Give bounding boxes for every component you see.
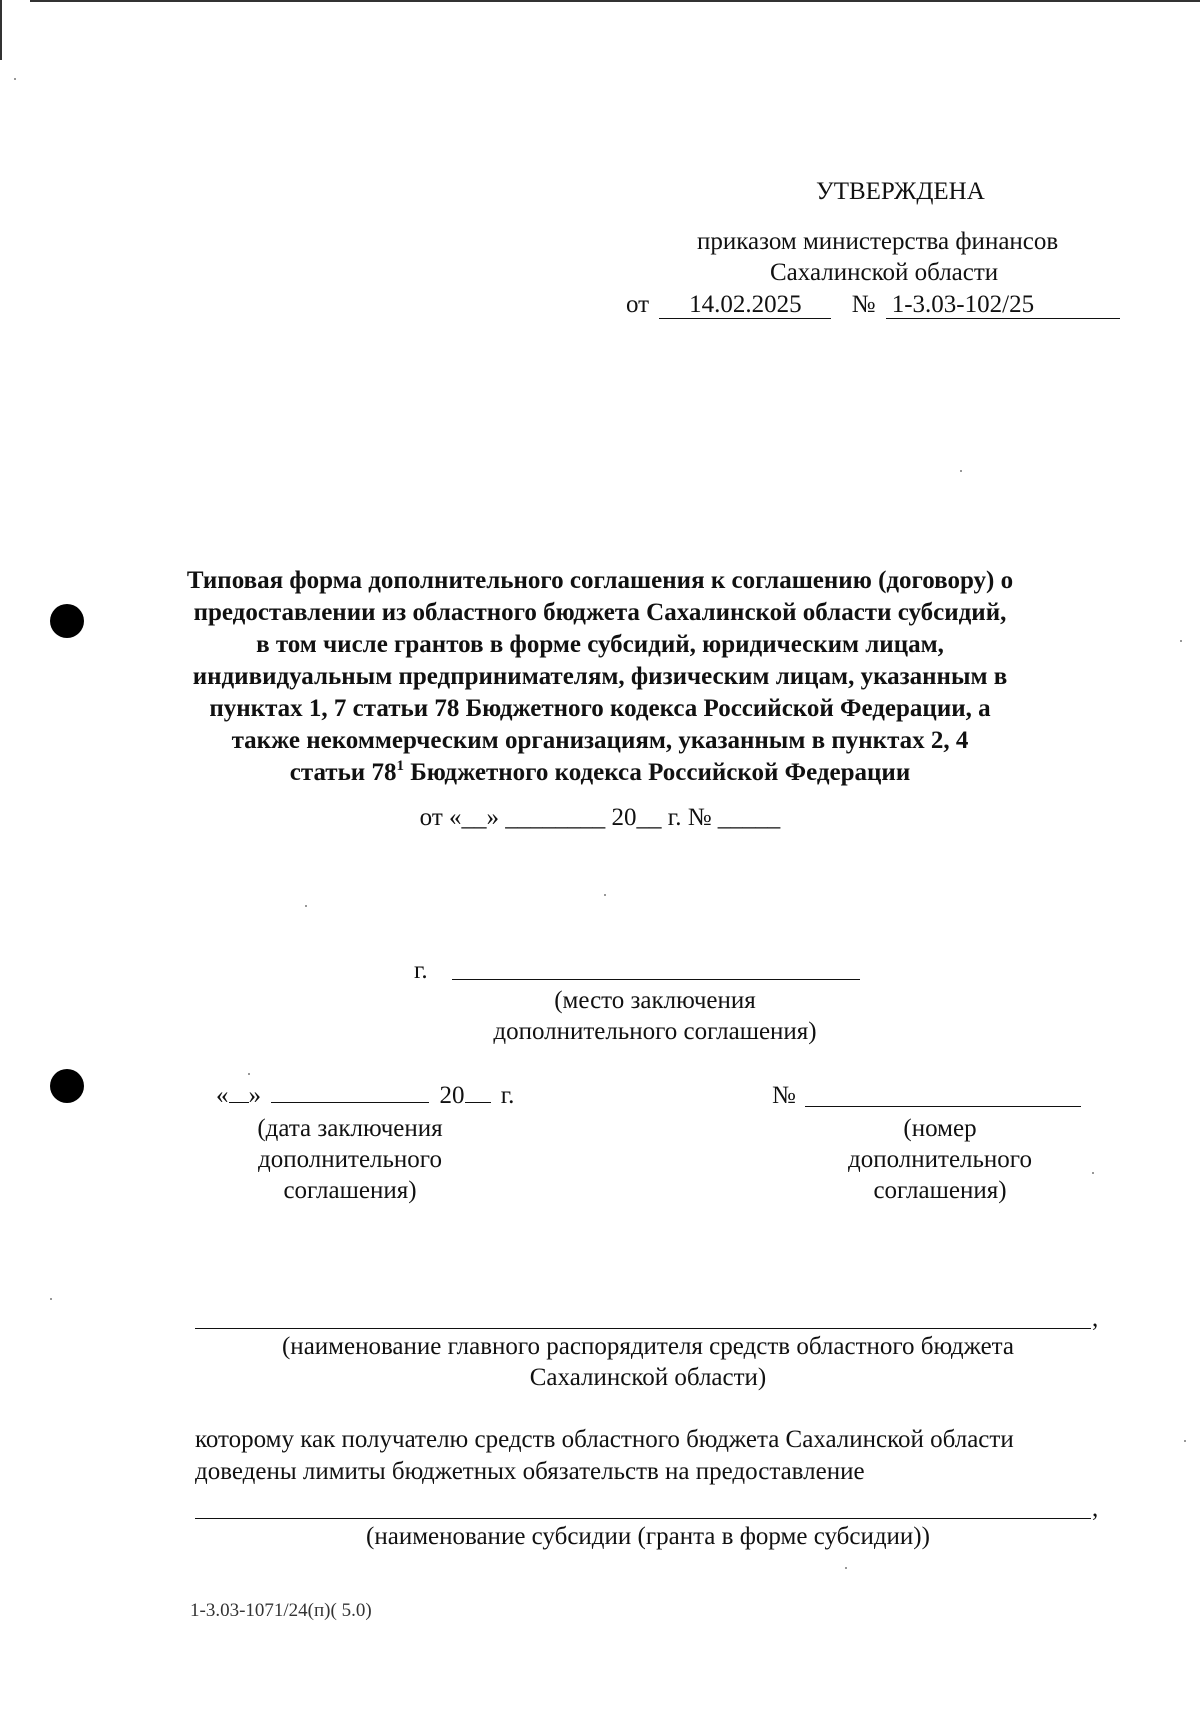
date-day-blank [229,1102,249,1103]
approval-number-label: № [851,291,876,318]
place-city-prefix: г. [414,957,428,984]
punch-hole-icon [50,604,84,638]
approval-from-label: от [626,291,650,318]
scan-speck [960,470,962,472]
scan-speck [1184,1440,1186,1442]
date-open-quote: « [216,1082,229,1109]
date-year-blank [465,1102,491,1103]
title-line-4: индивидуальным предпринимателям, физическим лицам, указанным в [192,663,1008,690]
date-month-blank [271,1102,429,1103]
approval-line-2: Сахалинской области [770,259,999,286]
distributor-caption-2: Сахалинской области) [529,1364,767,1391]
title-line-2: предоставлении из областного бюджета Сахалинской области субсидий, [193,599,1007,626]
date-year-suffix: г. [500,1082,515,1109]
title-line-7-pre: статьи 78 [289,759,397,786]
number-caption-2: дополнительного [848,1146,1032,1173]
scan-speck [845,1567,847,1569]
title-block [150,565,1050,789]
title-date-line: от «__» ________ 20__ г. № _____ [419,804,781,831]
title-line-7-post: Бюджетного кодекса Российской Федерации [403,759,911,786]
scan-edge-left [0,0,2,60]
punch-hole-icon [50,1069,84,1103]
subsidy-caption: (наименование субсидии (гранта в форме субсидии)) [366,1523,930,1550]
scan-speck [1092,1172,1094,1174]
number-caption-3: соглашения) [873,1177,1007,1204]
place-caption-2: дополнительного соглашения) [493,1018,817,1045]
distributor-comma: , [1092,1305,1099,1332]
title-line-7 [150,757,1050,789]
distributor-blank-line [195,1328,1091,1329]
date-caption-1: (дата заключения [257,1115,443,1142]
number-sign: № [772,1082,796,1109]
scan-edge-top [30,0,1200,2]
title-line-3: в том числе грантов в форме субсидий, юридическим лицам, [256,631,944,658]
approval-order-line [626,289,1120,321]
subsidy-comma: , [1092,1495,1099,1522]
date-caption-3: соглашения) [283,1177,417,1204]
scan-speck [1180,640,1182,642]
place-caption-1: (место заключения [554,987,756,1014]
body-line-2: доведены лимиты бюджетных обязательств на предоставление [195,1458,865,1485]
scan-speck [50,1298,52,1300]
place-blank-line [452,979,860,980]
date-caption-2: дополнительного [258,1146,442,1173]
number-blank-line [805,1106,1081,1107]
title-line-7-sup: 1 [396,758,404,774]
scan-speck [14,78,16,80]
title-line-1: Типовая форма дополнительного соглашения к соглашению (договору) о [186,567,1014,594]
body-line-1: которому как получателю средств областного бюджета Сахалинской области [195,1426,1014,1453]
scan-speck [305,905,307,907]
approval-line-1: приказом министерства финансов [697,228,1059,255]
subsidy-blank-line [195,1518,1091,1519]
title-line-5: пунктах 1, 7 статьи 78 Бюджетного кодекса Российской Федерации, а [209,695,991,722]
date-close-quote: » [248,1082,261,1109]
approval-number: 1-3.03-102/25 [886,292,1120,319]
approval-date: 14.02.2025 [659,292,831,319]
scan-speck [604,894,606,896]
number-caption-1: (номер [903,1115,977,1142]
date-line [216,1080,514,1112]
approval-heading: УТВЕРЖДЕНА [816,178,985,205]
title-line-6: также некоммерческим организациям, указанным в пунктах 2, 4 [231,727,969,754]
date-year-prefix: 20 [439,1082,465,1109]
footer-document-code: 1-3.03-1071/24(п)( 5.0) [190,1600,372,1621]
scan-speck [248,1073,250,1075]
distributor-caption-1: (наименование главного распорядителя средств областного бюджета [281,1333,1014,1360]
